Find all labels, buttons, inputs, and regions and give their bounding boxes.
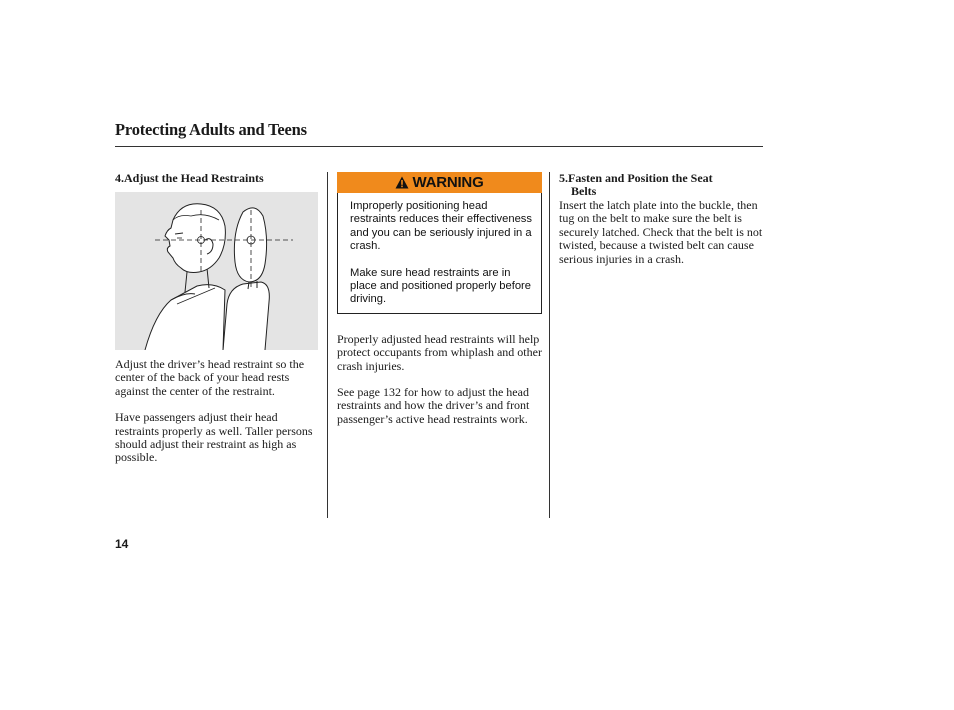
column-3 — [559, 172, 764, 266]
column-1 — [115, 172, 318, 465]
whiplash-protection-text: Properly adjusted head restraints will help protect occupants from whiplash and other crash injuries. — [337, 331, 542, 373]
warning-triangle-icon — [395, 176, 409, 189]
head-restraint-instruction-text: Adjust the driver’s head restraint so the center of the back of your head rests against the center of the restraint. — [115, 357, 305, 398]
page-title: Protecting Adults and Teens — [115, 120, 307, 139]
warning-box — [337, 193, 542, 314]
page-number: 14 — [115, 537, 129, 551]
warning-banner — [337, 172, 542, 193]
warning-label: WARNING — [412, 174, 484, 191]
heading-number: 4. — [115, 171, 124, 185]
title-rule — [115, 146, 763, 147]
seat-belt-instruction-text: Insert the latch plate into the buckle, then tug on the belt to make sure the belt is securely latched. Check that the belt is not twisted, because a twisted belt can cause serious injuries in a crash. — [559, 198, 763, 266]
passenger-restraint-text: Have passengers adjust their head restraints properly as well. Taller persons should adjust their restraint as high as possible. — [115, 410, 313, 465]
column-2 — [337, 172, 542, 426]
column-divider-2 — [549, 172, 550, 518]
heading-text: Adjust the Head Restraints — [124, 171, 264, 185]
page-reference-text: See page 132 for how to adjust the head restraints and how the driver’s and front passenger’s active head restraints work. — [337, 385, 530, 426]
heading-number: 5. — [559, 171, 568, 185]
warning-text-1: Improperly positioning head restraints reduces their effectiveness and you can be seriously injured in a crash. — [350, 200, 532, 253]
warning-text-2: Make sure head restraints are in place and positioned properly before driving. — [350, 266, 531, 306]
heading-text-line1: Fasten and Position the Seat — [568, 171, 713, 185]
head-restraint-illustration — [115, 192, 318, 350]
section-heading-head-restraints — [115, 172, 318, 185]
section-heading-seat-belts — [559, 172, 764, 198]
column-divider-1 — [327, 172, 328, 518]
driver-head-restraint-drawing — [115, 192, 318, 350]
heading-text-line2: Belts — [571, 184, 597, 198]
